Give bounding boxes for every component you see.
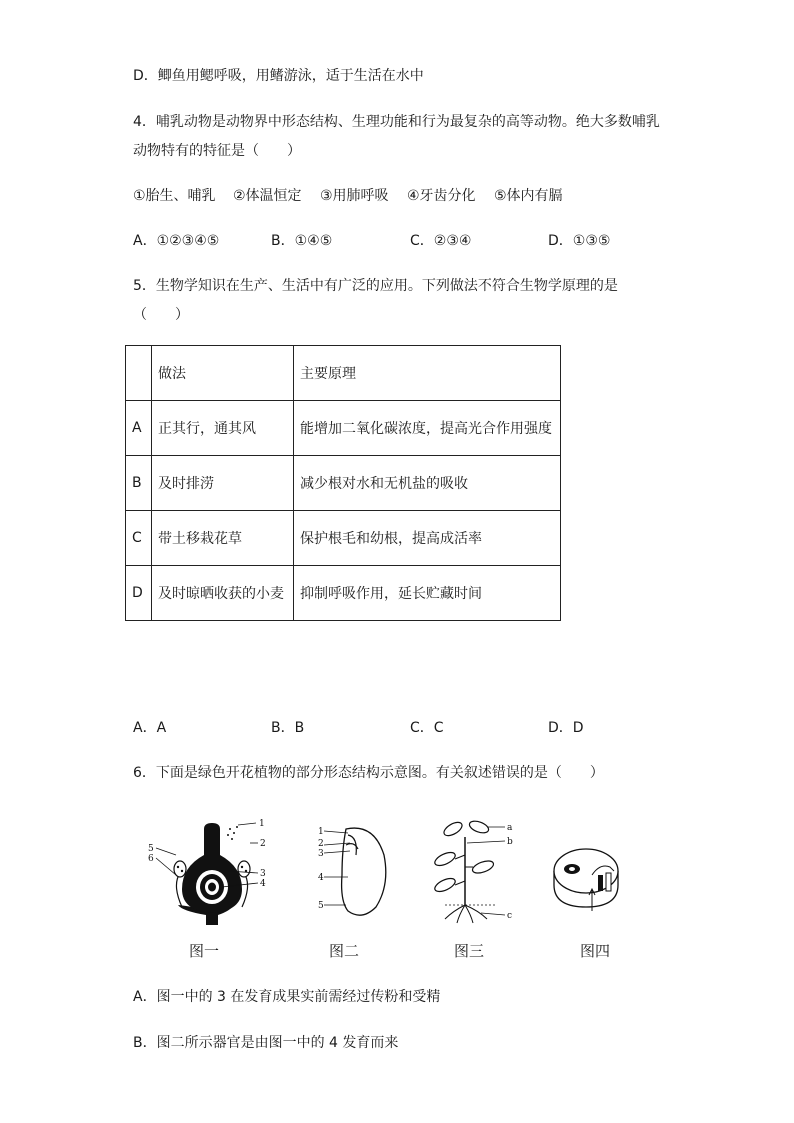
q5-option-d: D．D: [548, 720, 584, 736]
fig2-label-5: 5: [318, 901, 324, 911]
fig2-label-4: 4: [318, 873, 324, 883]
q4-option-b: B．①④⑤: [271, 233, 333, 249]
fig1-label-6: 6: [148, 854, 154, 864]
row-principle: 减少根对水和无机盐的吸收: [294, 456, 561, 511]
row-method: 及时排涝: [152, 456, 294, 511]
row-method: 及时晾晒收获的小麦: [152, 566, 294, 621]
figure-2-caption: 图二: [329, 942, 360, 960]
row-principle: 保护根毛和幼根，提高成活率: [294, 511, 561, 566]
q4-option-c: C．②③④: [410, 233, 472, 249]
figure-3-caption: 图三: [454, 942, 485, 960]
row-label: D: [126, 566, 152, 621]
row-label: C: [126, 511, 152, 566]
figure-1-flower: [142, 815, 282, 925]
table-header-row: [126, 346, 561, 401]
figure-2-seed: [318, 815, 398, 925]
q5-stem-line1: 5．生物学知识在生产、生活中有广泛的应用。下列做法不符合生物学原理的是: [133, 278, 618, 294]
fig3-label-a: a: [507, 823, 513, 833]
q4-option-a: A．①②③④⑤: [133, 233, 220, 249]
q4-item-1: ①胎生、哺乳: [133, 188, 216, 204]
fig2-label-3: 3: [318, 849, 324, 859]
q4-item-3: ③用肺呼吸: [320, 188, 389, 204]
q3-option-d: D．鲫鱼用鳃呼吸，用鳍游泳，适于生活在水中: [133, 68, 424, 84]
q4-stem-line1: 4．哺乳动物是动物界中形态结构、生理功能和行为最复杂的高等动物。绝大多数哺乳: [133, 114, 660, 130]
q4-item-4: ④牙齿分化: [407, 188, 476, 204]
q4-item-5: ⑤体内有膈: [494, 188, 563, 204]
figure-1-caption: 图一: [189, 942, 220, 960]
row-method: 带土移栽花草: [152, 511, 294, 566]
row-method: 正其行，通其风: [152, 401, 294, 456]
table-header-cell: [126, 346, 152, 401]
q4-stem-line2: 动物特有的特征是（ ）: [133, 143, 301, 159]
row-label: B: [126, 456, 152, 511]
q6-option-a: A．图一中的 3 在发育成果实前需经过传粉和受精: [133, 989, 441, 1005]
q6-option-b: B．图二所示器官是由图一中的 4 发育而来: [133, 1035, 399, 1051]
fig1-label-2: 2: [260, 839, 266, 849]
q5-option-c: C．C: [410, 720, 444, 736]
row-label: A: [126, 401, 152, 456]
row-principle: 抑制呼吸作用，延长贮藏时间: [294, 566, 561, 621]
row-principle: 能增加二氧化碳浓度，提高光合作用强度: [294, 401, 561, 456]
fig3-label-c: c: [507, 911, 513, 921]
fig1-label-4: 4: [260, 879, 266, 889]
table-row: [126, 511, 561, 566]
table-row: [126, 566, 561, 621]
table-header-cell: 主要原理: [294, 346, 561, 401]
q4-option-d: D．①③⑤: [548, 233, 611, 249]
q5-option-a: A．A: [133, 720, 167, 736]
fig3-label-b: b: [507, 837, 513, 847]
fig1-label-1: 1: [259, 819, 265, 829]
q5-stem-line2: （ ）: [133, 307, 189, 323]
q5-table: [125, 345, 561, 621]
q5-option-b: B．B: [271, 720, 305, 736]
figure-4-caption: 图四: [580, 942, 611, 960]
table-row: [126, 401, 561, 456]
fig1-label-5: 5: [148, 844, 154, 854]
fig1-label-3: 3: [260, 869, 266, 879]
fig2-label-2: 2: [318, 839, 324, 849]
table-header-cell: 做法: [152, 346, 294, 401]
fig2-label-1: 1: [318, 827, 324, 837]
table-row: [126, 456, 561, 511]
q6-stem: 6．下面是绿色开花植物的部分形态结构示意图。有关叙述错误的是（ ）: [133, 765, 604, 781]
q4-item-2: ②体温恒定: [233, 188, 302, 204]
figure-4-stem-section: [548, 815, 638, 925]
figure-3-seedling: [425, 815, 525, 925]
